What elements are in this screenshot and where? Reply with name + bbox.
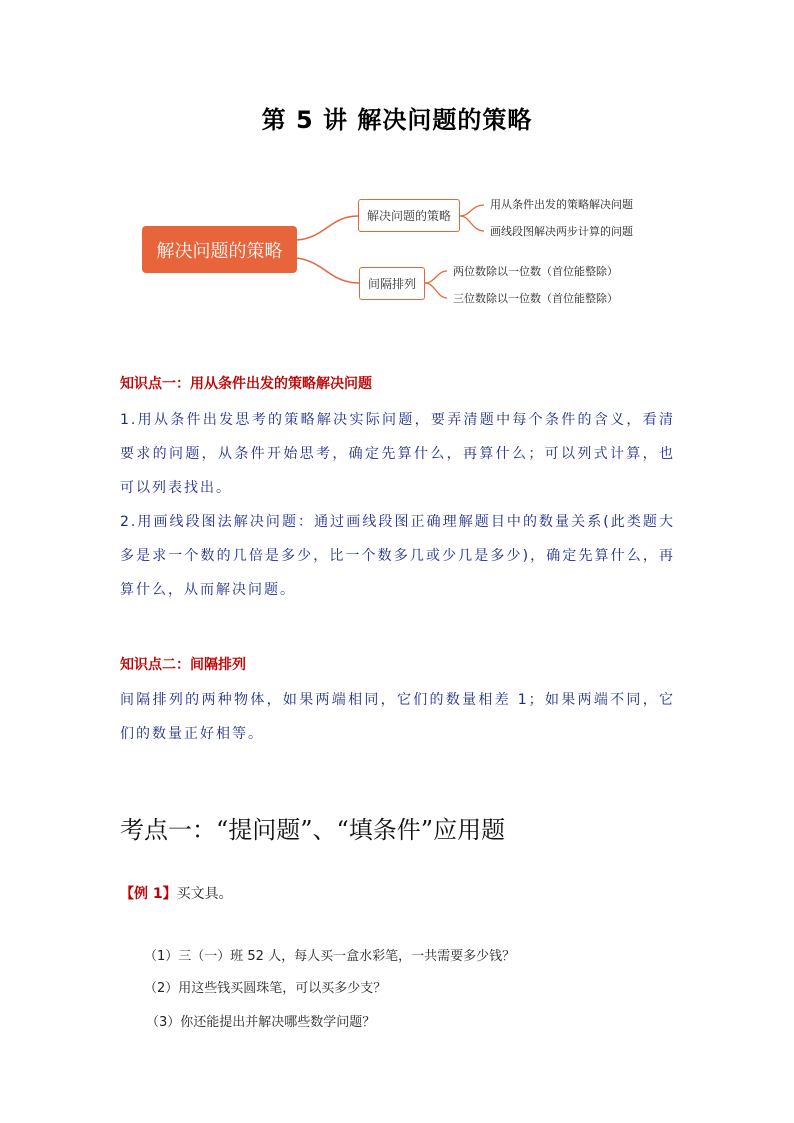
knowledge-heading-1: 知识点一：用从条件出发的策略解决问题 [120, 376, 372, 392]
mind-map-branch-interval: 间隔排列 [359, 267, 425, 300]
section-title: 考点一：“提问题”、“填条件”应用题 [120, 816, 506, 844]
mind-map [0, 0, 794, 340]
knowledge-paragraph: 2.用画线段图法解决问题：通过画线段图正确理解题目中的数量关系(此类题大多是求一个数的几倍是多少，比一个数多几或少几是多少)，确定先算什么，再算什么，从而解决问题。 [120, 514, 675, 598]
example-question: （2）用这些钱买圆珠笔，可以买多少支？ [144, 981, 387, 996]
mind-map-branch-strategy: 解决问题的策略 [358, 199, 460, 232]
example-label: 【例 1】 [120, 886, 177, 902]
page-title: 第 5 讲 解决问题的策略 [261, 106, 533, 134]
mind-map-leaf: 用从条件出发的策略解决问题 [490, 198, 633, 211]
knowledge-heading-2: 知识点二：间隔排列 [120, 657, 246, 673]
mind-map-leaf: 画线段图解决两步计算的问题 [490, 225, 633, 238]
mind-map-root: 解决问题的策略 [142, 226, 297, 273]
knowledge-paragraph: 间隔排列的两种物体，如果两端相同，它们的数量相差 1；如果两端不同，它们的数量正好相等。 [120, 692, 675, 742]
mind-map-leaf: 两位数除以一位数（首位能整除） [453, 265, 618, 278]
knowledge-paragraph: 1.用从条件出发思考的策略解决实际问题，要弄清题中每个条件的含义，看清要求的问题，从条件开始思考，确定先算什么，再算什么；可以列式计算，也可以列表找出。 [120, 412, 675, 496]
example-text: 买文具。 [176, 886, 233, 902]
example-1 [120, 883, 233, 903]
example-question: （3）你还能提出并解决哪些数学问题？ [146, 1015, 376, 1030]
mind-map-leaf: 三位数除以一位数（首位能整除） [453, 292, 618, 305]
example-question: （1）三（一）班 52 人，每人买一盒水彩笔，一共需要多少钱？ [144, 949, 516, 964]
